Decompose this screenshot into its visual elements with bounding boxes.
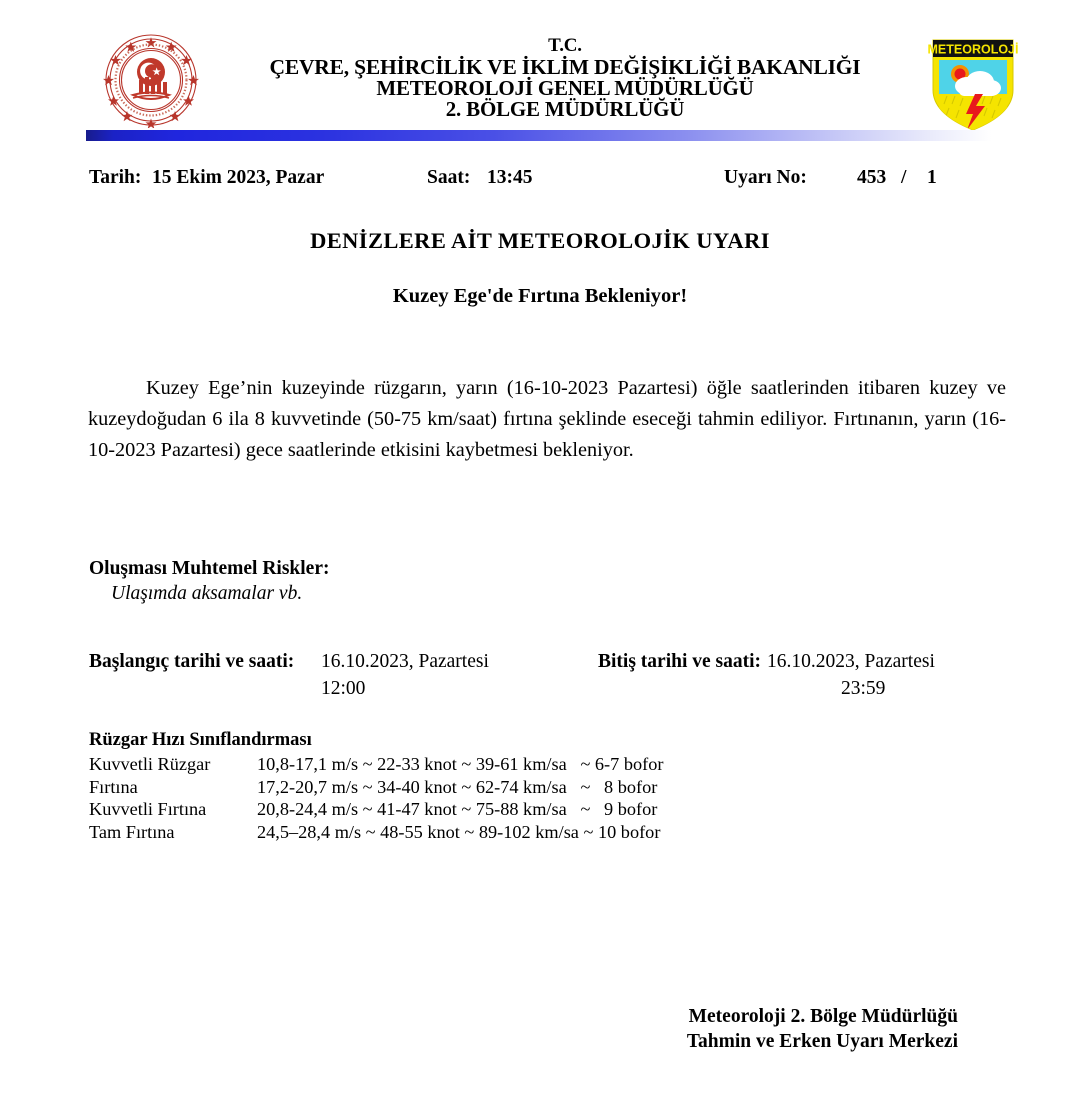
end-datetime-label: Bitiş tarihi ve saati: [598,651,762,672]
header-line-tc: T.C. [548,35,582,56]
header-gradient-rule [86,130,992,141]
time-label: Saat: [427,167,471,188]
date-value: 15 Ekim 2023, Pazar [152,167,325,188]
wind-class-label: Kuvvetli Fırtına [89,799,207,819]
page-title: DENİZLERE AİT METEOROLOJİK UYARI [310,228,770,253]
warning-sequence: 1 [927,167,937,188]
ministry-emblem-icon [99,32,203,128]
warning-no-label: Uyarı No: [724,167,807,188]
table-row [89,754,729,777]
end-date-value: 16.10.2023, Pazartesi [767,651,935,672]
wind-class-detail: 10,8-17,1 m/s ~ 22-33 knot ~ 39-61 km/sa ~ 6-7 bofor [257,754,664,774]
document-meta-line [0,167,1080,193]
wind-class-detail: 20,8-24,4 m/s ~ 41-47 knot ~ 75-88 km/sa ~ 9 bofor [257,799,658,819]
start-time-value: 12:00 [321,678,366,699]
meteorology-shield-icon [925,34,1021,134]
warning-body-text: Kuzey Ege’nin kuzeyinde rüzgarın, yarın (16-10-2023 Pazartesi) öğle saatlerinden itibaren kuzey ve kuzeydoğudan 6 ila 8 kuvvetinde (50-75 km/saat) fırtına şeklinde eseceği tahmin ediliyor. Fırtınanın, yarın (16-10-2023 Pazartesi) gece saatlerinde etkisini kaybetmesi bekleniyor. [88,377,1006,461]
risks-value: Ulaşımda aksamalar vb. [111,583,303,604]
wind-class-label: Kuvvetli Rüzgar [89,754,211,774]
wind-class-label: Fırtına [89,776,138,797]
header-line-ministry: ÇEVRE, ŞEHİRCİLİK VE İKLİM DEĞİŞİKLİĞİ BAKANLIĞI [269,54,861,79]
date-label: Tarih: [89,167,142,188]
wind-class-detail: 24,5–28,4 m/s ~ 48-55 knot ~ 89-102 km/sa ~ 10 bofor [257,821,661,842]
warning-no-value: 453 [857,167,887,188]
header-title-block [215,36,915,121]
start-date-value: 16.10.2023, Pazartesi [321,651,489,672]
time-value: 13:45 [487,167,533,188]
meteo-logo-label: METEOROLOJİ [927,42,1019,57]
table-row [89,799,729,822]
table-row [89,822,729,845]
table-row [89,777,729,800]
header-line-directorate: METEOROLOJİ GENEL MÜDÜRLÜĞÜ [376,75,754,100]
page-subtitle: Kuzey Ege'de Fırtına Bekleniyor! [392,285,688,307]
wind-class-label: Tam Fırtına [89,821,175,842]
footer-line-center: Tahmin ve Erken Uyarı Merkezi [686,1030,958,1052]
warning-no-separator: / [901,167,907,188]
wind-table-title: Rüzgar Hızı Sınıflandırması [89,730,312,750]
document-footer [0,1005,1080,1055]
start-datetime-label: Başlangıç tarihi ve saati: [89,651,295,672]
footer-line-office: Meteoroloji 2. Bölge Müdürlüğü [688,1006,958,1027]
end-time-value: 23:59 [841,678,886,699]
risks-label: Oluşması Muhtemel Riskler: [89,558,330,579]
validity-period-block [0,648,1080,710]
document-header [0,0,1080,125]
wind-class-detail: 17,2-20,7 m/s ~ 34-40 knot ~ 62-74 km/sa ~ 8 bofor [257,776,658,797]
wind-speed-classification-table [89,730,729,844]
header-line-region: 2. BÖLGE MÜDÜRLÜĞÜ [445,97,685,122]
